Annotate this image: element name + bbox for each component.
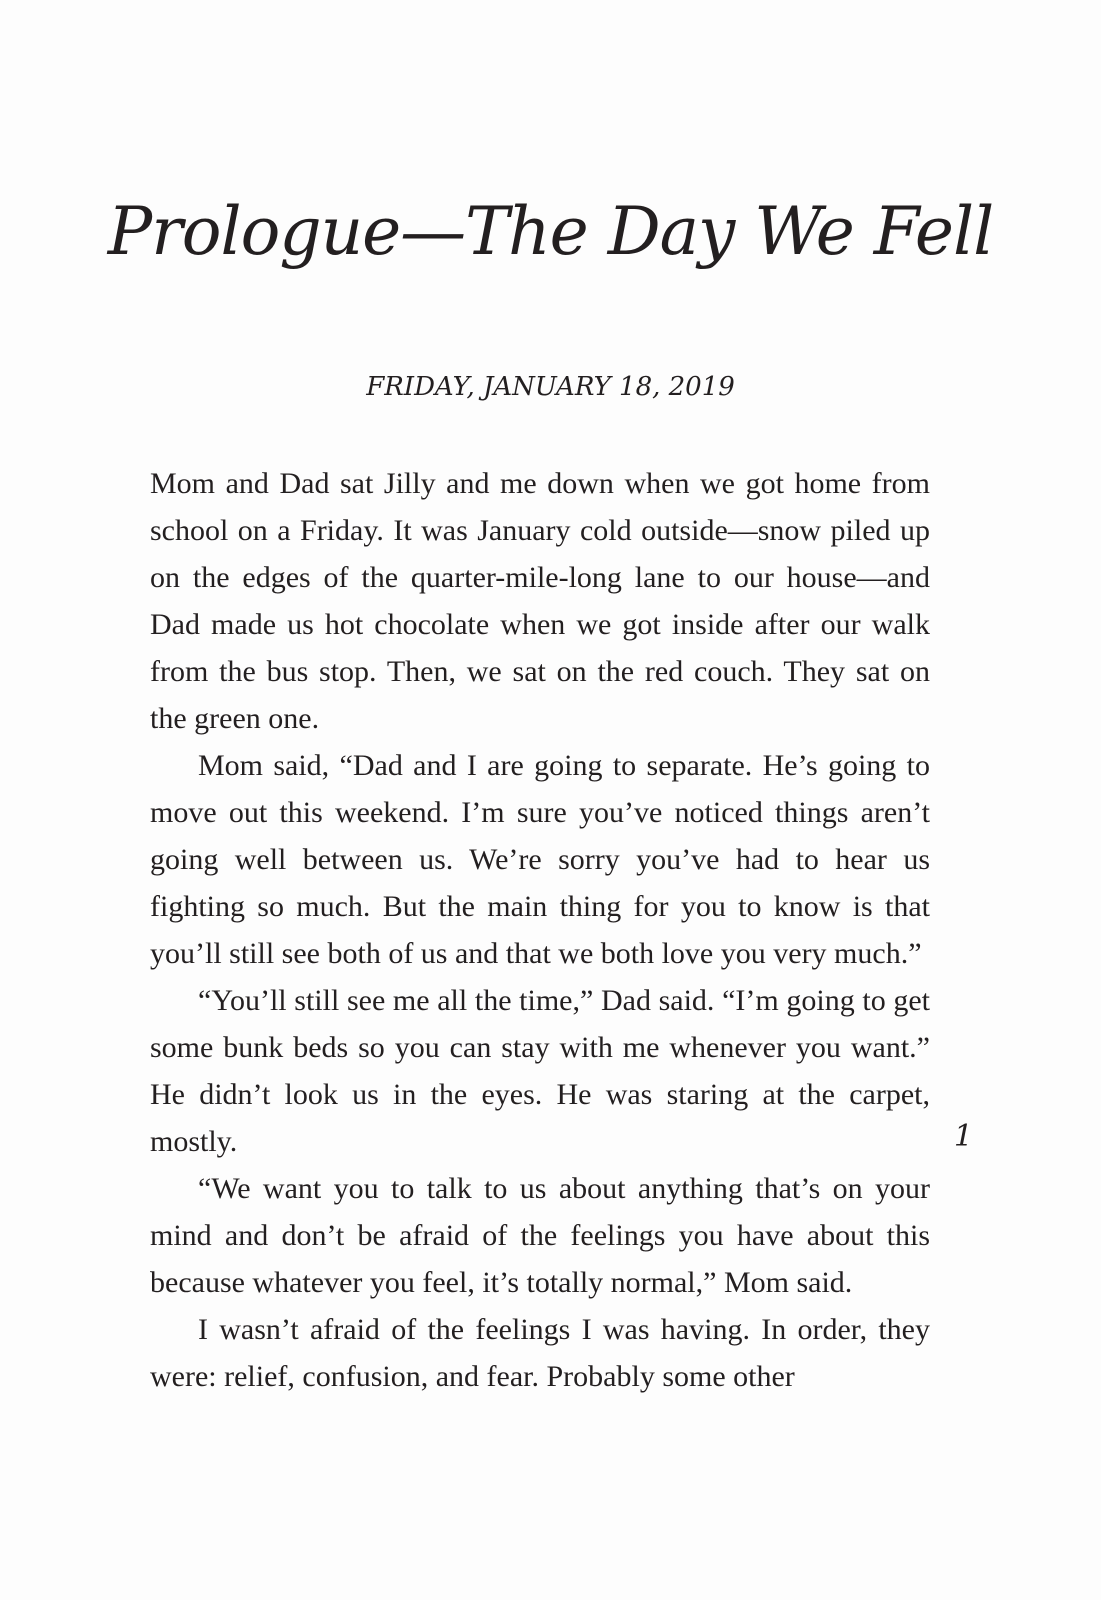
paragraph-2: Mom said, “Dad and I are going to separate. He’s going to move out this weekend. I’m sure you’ve noticed things aren’t going well between us. We’re sorry you’ve had to hear us fighting so much. But the main thing for you to know is that you’ll still see both of us and that we both love you very much.”	[150, 749, 930, 970]
chapter-title: Prologue—The Day We Fell	[107, 193, 994, 270]
paragraph-3: “You’ll still see me all the time,” Dad said. “I’m going to get some bunk beds so you can stay with me whenever you want.” He didn’t look us in the eyes. He was staring at the carpet, mostly.	[150, 984, 930, 1158]
page-number: 1	[953, 1119, 973, 1154]
paragraph-5: I wasn’t afraid of the feelings I was having. In order, they were: relief, confusion, and fear. Probably some other	[150, 1313, 930, 1393]
paragraph-1: Mom and Dad sat Jilly and me down when we got home from school on a Friday. It was January cold outside—snow piled up on the edges of the quarter-mile-long lane to our house—and Dad made us hot chocolate when we got inside after our walk from the bus stop. Then, we sat on the red couch. They sat on the green one.	[150, 467, 930, 735]
body-text	[150, 460, 930, 1400]
paragraph-4: “We want you to talk to us about anything that’s on your mind and don’t be afraid of the feelings you have about this because whatever you feel, it’s totally normal,” Mom said.	[150, 1172, 930, 1299]
chapter-date: FRIDAY, JANUARY 18, 2019	[366, 372, 735, 402]
